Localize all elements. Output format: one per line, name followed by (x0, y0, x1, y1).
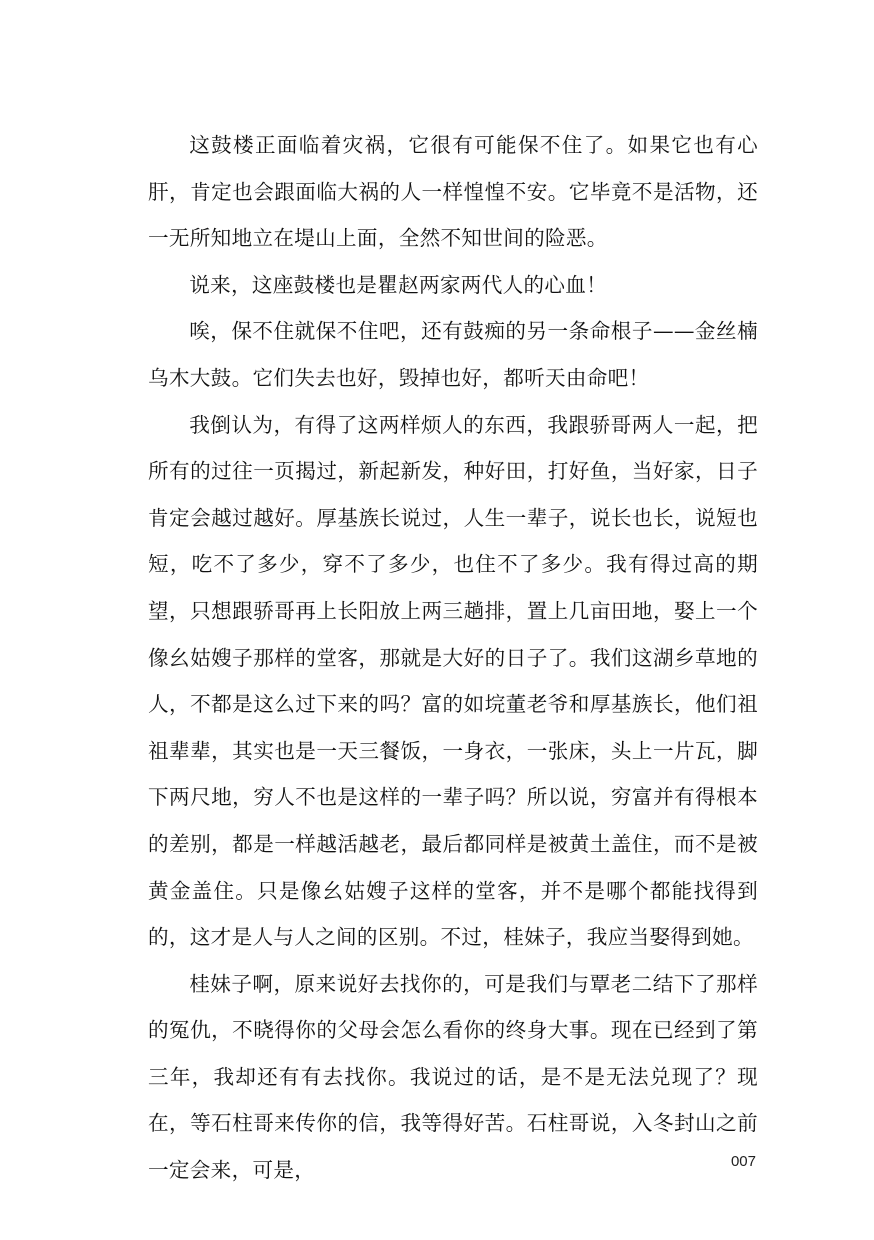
paragraph: 我倒认为，有得了这两样烦人的东西，我跟骄哥两人一起，把所有的过往一页揭过，新起新发，种好田，打好鱼，当好家，日子肯定会越过越好。厚基族长说过，人生一辈子，说长也长，说短也短，吃不了多少，穿不了多少，也住不了多少。我有得过高的期望，只想跟骄哥再上长阳放上两三趟排，置上几亩田地，娶上一个像幺姑嫂子那样的堂客，那就是大好的日子了。我们这湖乡草地的人，不都是这么过下来的吗？富的如垸董老爷和厚基族长，他们祖祖辈辈，其实也是一天三餐饭，一身衣，一张床，头上一片瓦，脚下两尺地，穷人不也是这样的一辈子吗？所以说，穷富并有得根本的差别，都是一样越活越老，最后都同样是被黄土盖住，而不是被黄金盖住。只是像幺姑嫂子这样的堂客，并不是哪个都能找得到的，这才是人与人之间的区别。不过，桂妹子，我应当娶得到她。 (148, 412, 758, 950)
paragraph: 说来，这座鼓楼也是瞿赵两家两代人的心血！ (189, 272, 608, 297)
page-number: 007 (730, 1153, 756, 1170)
paragraph: 这鼓楼正面临着灾祸，它很有可能保不住了。如果它也有心肝，肯定也会跟面临大祸的人一样惶惶不安。它毕竟不是活物，还一无所知地立在堤山上面，全然不知世间的险恶。 (148, 133, 758, 251)
paragraph: 桂妹子啊，原来说好去找你的，可是我们与覃老二结下了那样的冤仇，不晓得你的父母会怎么看你的终身大事。现在已经到了第三年，我却还有有去找你。我说过的话，是不是无法兑现了？现在，等石柱哥来传你的信，我等得好苦。石柱哥说，入冬封山之前一定会来，可是， (148, 971, 758, 1183)
text-body (148, 122, 758, 1194)
paragraph: 唉，保不住就保不住吧，还有鼓痴的另一条命根子——金丝楠乌木大鼓。它们失去也好，毁掉也好，都听天由命吧！ (148, 319, 758, 390)
